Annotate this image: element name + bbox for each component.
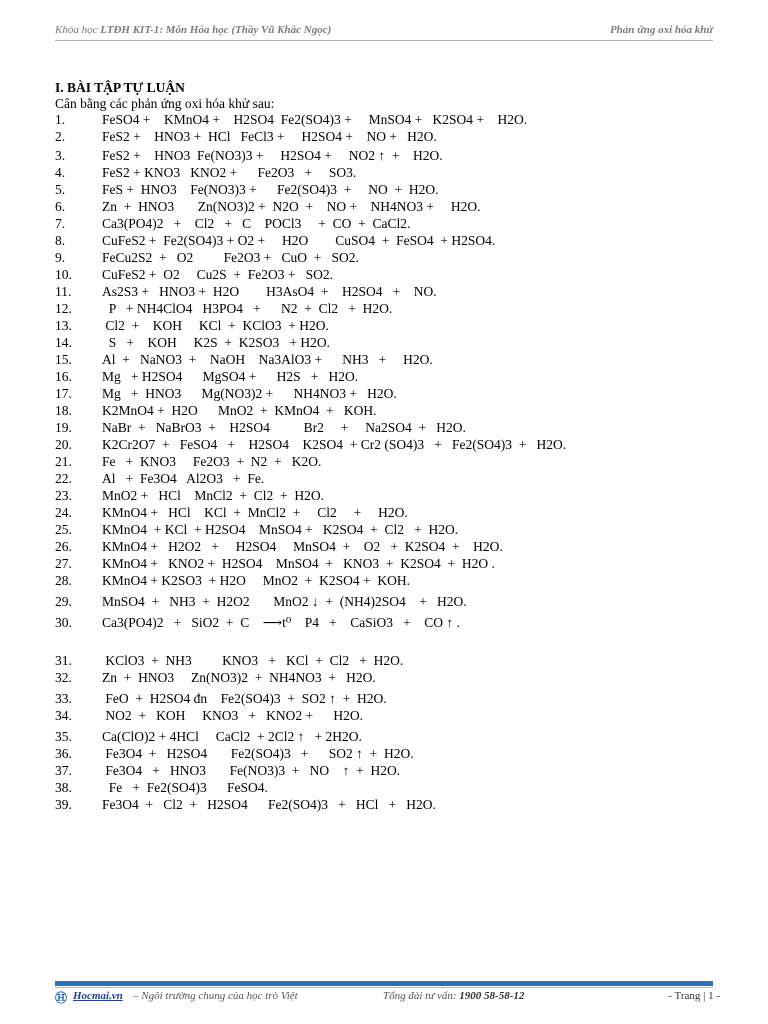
equation-row	[55, 522, 715, 539]
equation-row	[55, 615, 715, 641]
equation-row	[55, 471, 715, 488]
equation-number: 39.	[55, 797, 72, 812]
equation-row	[55, 708, 715, 725]
equation-text: Ca3(PO4)2 + Cl2 + C POCl3 + CO + CaCl2.	[102, 216, 411, 231]
equation-text: KClO3 + NH3 KNO3 + KCl + Cl2 + H2O.	[102, 653, 404, 668]
equation-number: 28.	[55, 573, 72, 588]
equation-text: Cl2 + KOH KCl + KClO3 + H2O.	[102, 318, 329, 333]
equation-text: Mg + HNO3 Mg(NO3)2 + NH4NO3 + H2O.	[102, 386, 397, 401]
equation-row	[55, 763, 715, 780]
equation-number: 15.	[55, 352, 72, 367]
equation-text: FeS2 + HNO3 + HCl FeCl3 + H2SO4 + NO + H2O.	[102, 129, 437, 144]
equation-number: 29.	[55, 594, 72, 609]
equation-number: 22.	[55, 471, 72, 486]
equation-number: 1.	[55, 112, 66, 127]
equation-row	[55, 437, 715, 454]
equation-number: 37.	[55, 763, 72, 778]
equation-text: KMnO4 + KCl + H2SO4 MnSO4 + K2SO4 + Cl2 + H2O.	[102, 522, 459, 537]
equation-number: 17.	[55, 386, 72, 401]
equation-text: CuFeS2 + O2 Cu2S + Fe2O3 + SO2.	[102, 267, 333, 282]
equation-row	[55, 182, 715, 199]
equation-number: 30.	[55, 615, 72, 630]
page-footer	[55, 990, 720, 1010]
equation-text: FeS2 + HNO3 Fe(NO3)3 + H2SO4 + NO2 ↑ + H2O.	[102, 148, 443, 163]
equation-number: 34.	[55, 708, 72, 723]
equation-number: 25.	[55, 522, 72, 537]
equation-number: 2.	[55, 129, 66, 144]
equation-text: FeS2 + KNO3 KNO2 + Fe2O3 + SO3.	[102, 165, 357, 180]
equation-number: 12.	[55, 301, 72, 316]
equation-text: Al + Fe3O4 Al2O3 + Fe.	[102, 471, 265, 486]
equation-text: KMnO4 + H2O2 + H2SO4 MnSO4 + O2 + K2SO4 + H2O.	[102, 539, 503, 554]
page-header	[55, 22, 713, 42]
equation-text: Zn + HNO3 Zn(NO3)2 + N2O + NO + NH4NO3 + H2O.	[102, 199, 481, 214]
equation-row	[55, 797, 715, 814]
equation-text: MnSO4 + NH3 + H2O2 MnO2 ↓ + (NH4)2SO4 + H2O.	[102, 594, 467, 609]
equation-text: Mg + H2SO4 MgSO4 + H2S + H2O.	[102, 369, 359, 384]
equation-row	[55, 267, 715, 284]
equation-number: 35.	[55, 729, 72, 744]
site-slogan: – Ngôi trường chung của học trò Việt	[133, 990, 298, 1002]
equation-text: NO2 + KOH KNO3 + KNO2 + H2O.	[102, 708, 363, 723]
equation-number: 13.	[55, 318, 72, 333]
equation-number: 24.	[55, 505, 72, 520]
hotline-label: Tổng đài tư vấn:	[383, 990, 460, 1002]
equation-row	[55, 369, 715, 386]
equation-text: Fe + Fe2(SO4)3 FeSO4.	[102, 780, 268, 795]
course-name: LTĐH KIT-1: Môn Hóa học (Thầy Vũ Khắc Ngọc)	[100, 24, 332, 36]
equation-text: Ca3(PO4)2 + SiO2 + C ⟶t⁰ P4 + CaSiO3 + CO ↑ .	[102, 615, 460, 630]
equation-row	[55, 539, 715, 556]
equation-number: 5.	[55, 182, 66, 197]
equation-number: 4.	[55, 165, 66, 180]
hocmai-logo-icon: Ⓗ	[55, 991, 68, 1005]
equation-row	[55, 488, 715, 505]
equation-number: 9.	[55, 250, 66, 265]
equation-row	[55, 556, 715, 573]
equation-text: Ca(ClO)2 + 4HCl CaCl2 + 2Cl2 ↑ + 2H2O.	[102, 729, 362, 744]
equation-row	[55, 165, 715, 182]
equation-number: 38.	[55, 780, 72, 795]
equation-row	[55, 148, 715, 165]
equation-row	[55, 780, 715, 797]
equation-row	[55, 352, 715, 369]
hotline	[383, 990, 524, 1002]
equation-row	[55, 505, 715, 522]
equation-row	[55, 284, 715, 301]
equation-text: KMnO4 + K2SO3 + H2O MnO2 + K2SO4 + KOH.	[102, 573, 410, 588]
equation-row	[55, 386, 715, 403]
equation-row	[55, 729, 715, 746]
section-title: I. BÀI TẬP TỰ LUẬN	[55, 80, 185, 95]
equation-number: 31.	[55, 653, 72, 668]
equation-text: As2S3 + HNO3 + H2O H3AsO4 + H2SO4 + NO.	[102, 284, 437, 299]
equation-text: NaBr + NaBrO3 + H2SO4 Br2 + Na2SO4 + H2O.	[102, 420, 466, 435]
page-number: - Trang | 1 -	[668, 990, 720, 1002]
equation-number: 16.	[55, 369, 72, 384]
equation-list	[55, 112, 715, 814]
equation-number: 18.	[55, 403, 72, 418]
equation-number: 36.	[55, 746, 72, 761]
equation-number: 19.	[55, 420, 72, 435]
equation-number: 27.	[55, 556, 72, 571]
equation-row	[55, 335, 715, 352]
equation-row	[55, 691, 715, 708]
equation-text: S + KOH K2S + K2SO3 + H2O.	[102, 335, 330, 350]
equation-row	[55, 216, 715, 233]
equation-number: 32.	[55, 670, 72, 685]
equation-text: K2MnO4 + H2O MnO2 + KMnO4 + KOH.	[102, 403, 377, 418]
equation-text: Fe3O4 + H2SO4 Fe2(SO4)3 + SO2 ↑ + H2O.	[102, 746, 414, 761]
site-link[interactable]: Hocmai.vn	[73, 990, 123, 1002]
equation-row	[55, 594, 715, 611]
equation-row	[55, 129, 715, 146]
equation-number: 33.	[55, 691, 72, 706]
course-info	[55, 24, 331, 36]
equation-text: K2Cr2O7 + FeSO4 + H2SO4 K2SO4 + Cr2 (SO4)3 + Fe2(SO4)3 + H2O.	[102, 437, 567, 452]
equation-number: 11.	[55, 284, 72, 299]
equation-row	[55, 420, 715, 437]
course-prefix: Khóa học	[55, 24, 101, 36]
equation-text: FeO + H2SO4 đn Fe2(SO4)3 + SO2 ↑ + H2O.	[102, 691, 387, 706]
equation-text: MnO2 + HCl MnCl2 + Cl2 + H2O.	[102, 488, 324, 503]
footer-band	[55, 981, 713, 986]
equation-row	[55, 199, 715, 216]
equation-number: 6.	[55, 199, 66, 214]
equation-row	[55, 746, 715, 763]
equation-text: KMnO4 + HCl KCl + MnCl2 + Cl2 + H2O.	[102, 505, 408, 520]
equation-row	[55, 318, 715, 335]
equation-number: 10.	[55, 267, 72, 282]
footer-band-thin	[55, 987, 713, 988]
equation-text: KMnO4 + KNO2 + H2SO4 MnSO4 + KNO3 + K2SO4 + H2O .	[102, 556, 495, 571]
equation-row	[55, 250, 715, 267]
equation-text: FeSO4 + KMnO4 + H2SO4 Fe2(SO4)3 + MnSO4 + K2SO4 + H2O.	[102, 112, 528, 127]
equation-row	[55, 233, 715, 250]
exercise-section	[55, 80, 715, 814]
equation-number: 26.	[55, 539, 72, 554]
equation-row	[55, 454, 715, 471]
equation-text: CuFeS2 + Fe2(SO4)3 + O2 + H2O CuSO4 + FeSO4 + H2SO4.	[102, 233, 496, 248]
equation-row	[55, 653, 715, 670]
equation-text: FeCu2S2 + O2 Fe2O3 + CuO + SO2.	[102, 250, 359, 265]
equation-number: 23.	[55, 488, 72, 503]
equation-text: Fe + KNO3 Fe2O3 + N2 + K2O.	[102, 454, 322, 469]
section-instruction: Cân bằng các phản ứng oxi hóa khử sau:	[55, 96, 275, 111]
equation-number: 21.	[55, 454, 72, 469]
hotline-number: 1900 58-58-12	[459, 990, 525, 1002]
equation-number: 7.	[55, 216, 66, 231]
topic-title: Phản ứng oxi hóa khử	[609, 24, 713, 36]
equation-text: Fe3O4 + HNO3 Fe(NO3)3 + NO ↑ + H2O.	[102, 763, 401, 778]
equation-row	[55, 301, 715, 318]
equation-number: 8.	[55, 233, 66, 248]
equation-text: P + NH4ClO4 H3PO4 + N2 + Cl2 + H2O.	[102, 301, 393, 316]
equation-text: Zn + HNO3 Zn(NO3)2 + NH4NO3 + H2O.	[102, 670, 376, 685]
equation-row	[55, 112, 715, 129]
equation-text: FeS + HNO3 Fe(NO3)3 + Fe2(SO4)3 + NO + H2O.	[102, 182, 439, 197]
equation-text: Al + NaNO3 + NaOH Na3AlO3 + NH3 + H2O.	[102, 352, 433, 367]
equation-number: 3.	[55, 148, 66, 163]
equation-row	[55, 573, 715, 590]
equation-number: 14.	[55, 335, 72, 350]
equation-number: 20.	[55, 437, 72, 452]
equation-row	[55, 403, 715, 420]
equation-text: Fe3O4 + Cl2 + H2SO4 Fe2(SO4)3 + HCl + H2O.	[102, 797, 436, 812]
equation-row	[55, 670, 715, 687]
header-rule	[55, 40, 713, 41]
